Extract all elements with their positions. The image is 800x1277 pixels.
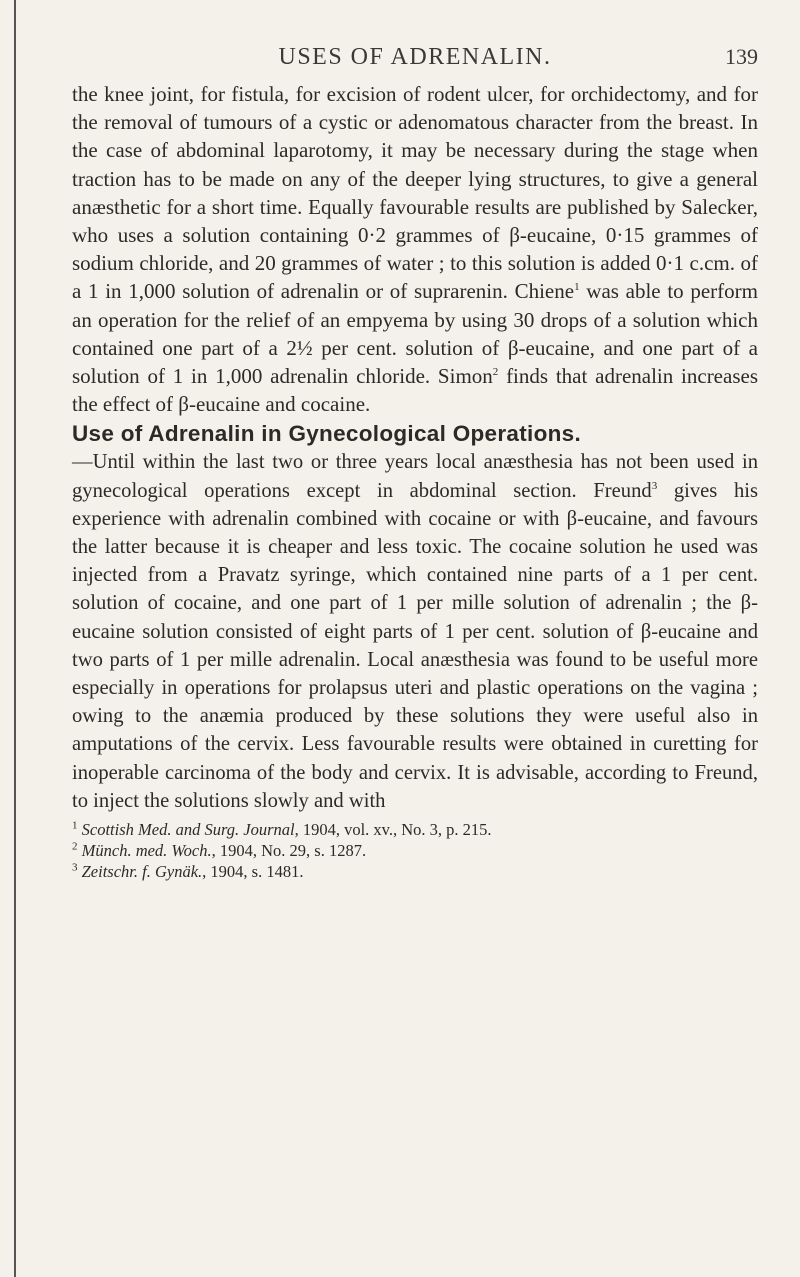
footnote-ref: 2 (492, 366, 499, 379)
section-paragraph (72, 448, 758, 815)
footnotes (72, 819, 758, 882)
footnote (72, 819, 758, 840)
footnote-ref: 3 (651, 479, 658, 492)
page-number: 139 (725, 44, 758, 69)
paragraph-continuation (72, 80, 758, 418)
footnote-source: Münch. med. Woch. (81, 841, 212, 861)
footnote-details: , 1904, s. 1481. (202, 862, 304, 882)
footnote-source: Scottish Med. and Surg. Journal (81, 820, 295, 840)
footnote-details: , 1904, No. 29, s. 1287. (211, 841, 367, 861)
page-edge-line (14, 0, 16, 1277)
footnote-mark: 3 (72, 861, 78, 874)
footnote (72, 861, 758, 882)
paragraph-text: —Until within the last two or three years local anæsthesia has not been used in gynecological operations except in abdominal section. Freund (72, 451, 758, 502)
running-head (72, 30, 758, 80)
footnote-details: , 1904, vol. xv., No. 3, p. 215. (294, 820, 492, 840)
paragraph-text: gives his experience with adrenalin combined with cocaine or with β-eucaine, and favours the latter because it is cheaper and less toxic. The cocaine solution he used was injected from a Pravatz syringe, which contained nine parts of a 1 per cent. solution of cocaine, and one part of 1 per mille solution of adrenalin ; the β-eucaine solution consisted of eight parts of 1 per cent. solution of β-eucaine and two parts of 1 per mille adrenalin. Local anæsthesia was found to be useful more especially in operations for prolapsus uteri and plastic operations on the vagina ; owing to the anæmia produced by these solutions they were useful also in amputations of the cervix. Less favourable results were obtained in curetting for inoperable carcinoma of the body and cervix. It is advisable, according to Freund, to inject the solutions slowly and with (72, 479, 758, 812)
paragraph-text: finds that adrenalin increases the effect of β-eucaine and cocaine. (72, 364, 758, 417)
footnote (72, 840, 758, 861)
running-title: USES OF ADRENALIN. (278, 44, 552, 70)
footnote-mark: 1 (72, 819, 78, 832)
paragraph-text: was able to perform an operation for the relief of an empyema by using 30 drops of a solution which contained one part of a 2½ per cent. solution of β-eucaine, and one part of a solution of 1 in 1,000 adrenalin chloride. Simon (72, 279, 758, 389)
footnote-mark: 2 (72, 840, 78, 853)
footnote-ref: 1 (574, 281, 580, 294)
section-heading: Use of Adrenalin in Gynecological Operations. (72, 421, 582, 447)
paragraph-text: the knee joint, for fistula, for excision of rodent ulcer, for orchidectomy, and for the removal of tumours of a cystic or adenomatous character from the breast. In the case of abdominal laparotomy, it may be necessary during the stage when traction has to be made on any of the deeper lying structures, to give a general anæsthetic for a short time. Equally favourable results are published by Salecker, who uses a solution containing 0·2 grammes of β-eucaine, 0·15 grammes of sodium chloride, and 20 grammes of water ; to this solution is added 0·1 c.cm. of a 1 in 1,000 solution of adrenalin or of suprarenin. Chiene (72, 82, 758, 304)
footnote-source: Zeitschr. f. Gynäk. (81, 862, 203, 882)
book-page (72, 30, 758, 882)
